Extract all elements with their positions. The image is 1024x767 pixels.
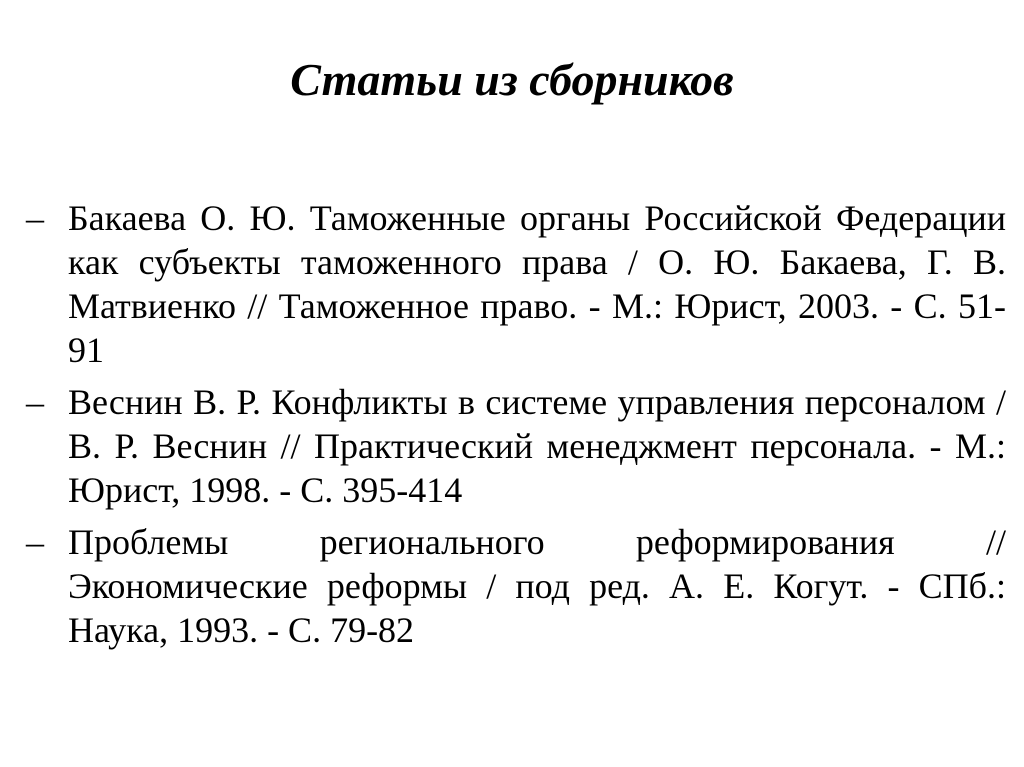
dash-bullet-icon: –: [26, 522, 44, 562]
dash-bullet-icon: –: [26, 382, 44, 422]
dash-bullet-icon: –: [26, 198, 44, 238]
reference-text: Бакаева О. Ю. Таможенные органы Российской Федерации как субъекты таможенного права / О. Ю. Бакаева, Г. В. Матвиенко // Таможенное право. - М.: Юрист, 2003. - С. 51-91: [68, 198, 1006, 370]
slide-title: Статьи из сборников: [290, 54, 734, 105]
reference-list: [26, 196, 1006, 660]
reference-item: [26, 196, 1006, 372]
reference-text: Проблемы регионального реформирования // Экономические реформы / под ред. А. Е. Когут. - СПб.: Наука, 1993. - С. 79-82: [68, 522, 1006, 650]
reference-item: [26, 380, 1006, 512]
reference-item: [26, 520, 1006, 652]
reference-text: Веснин В. Р. Конфликты в системе управления персоналом / В. Р. Веснин // Практический менеджмент персонала. - М.: Юрист, 1998. - С. 395-414: [68, 382, 1006, 510]
